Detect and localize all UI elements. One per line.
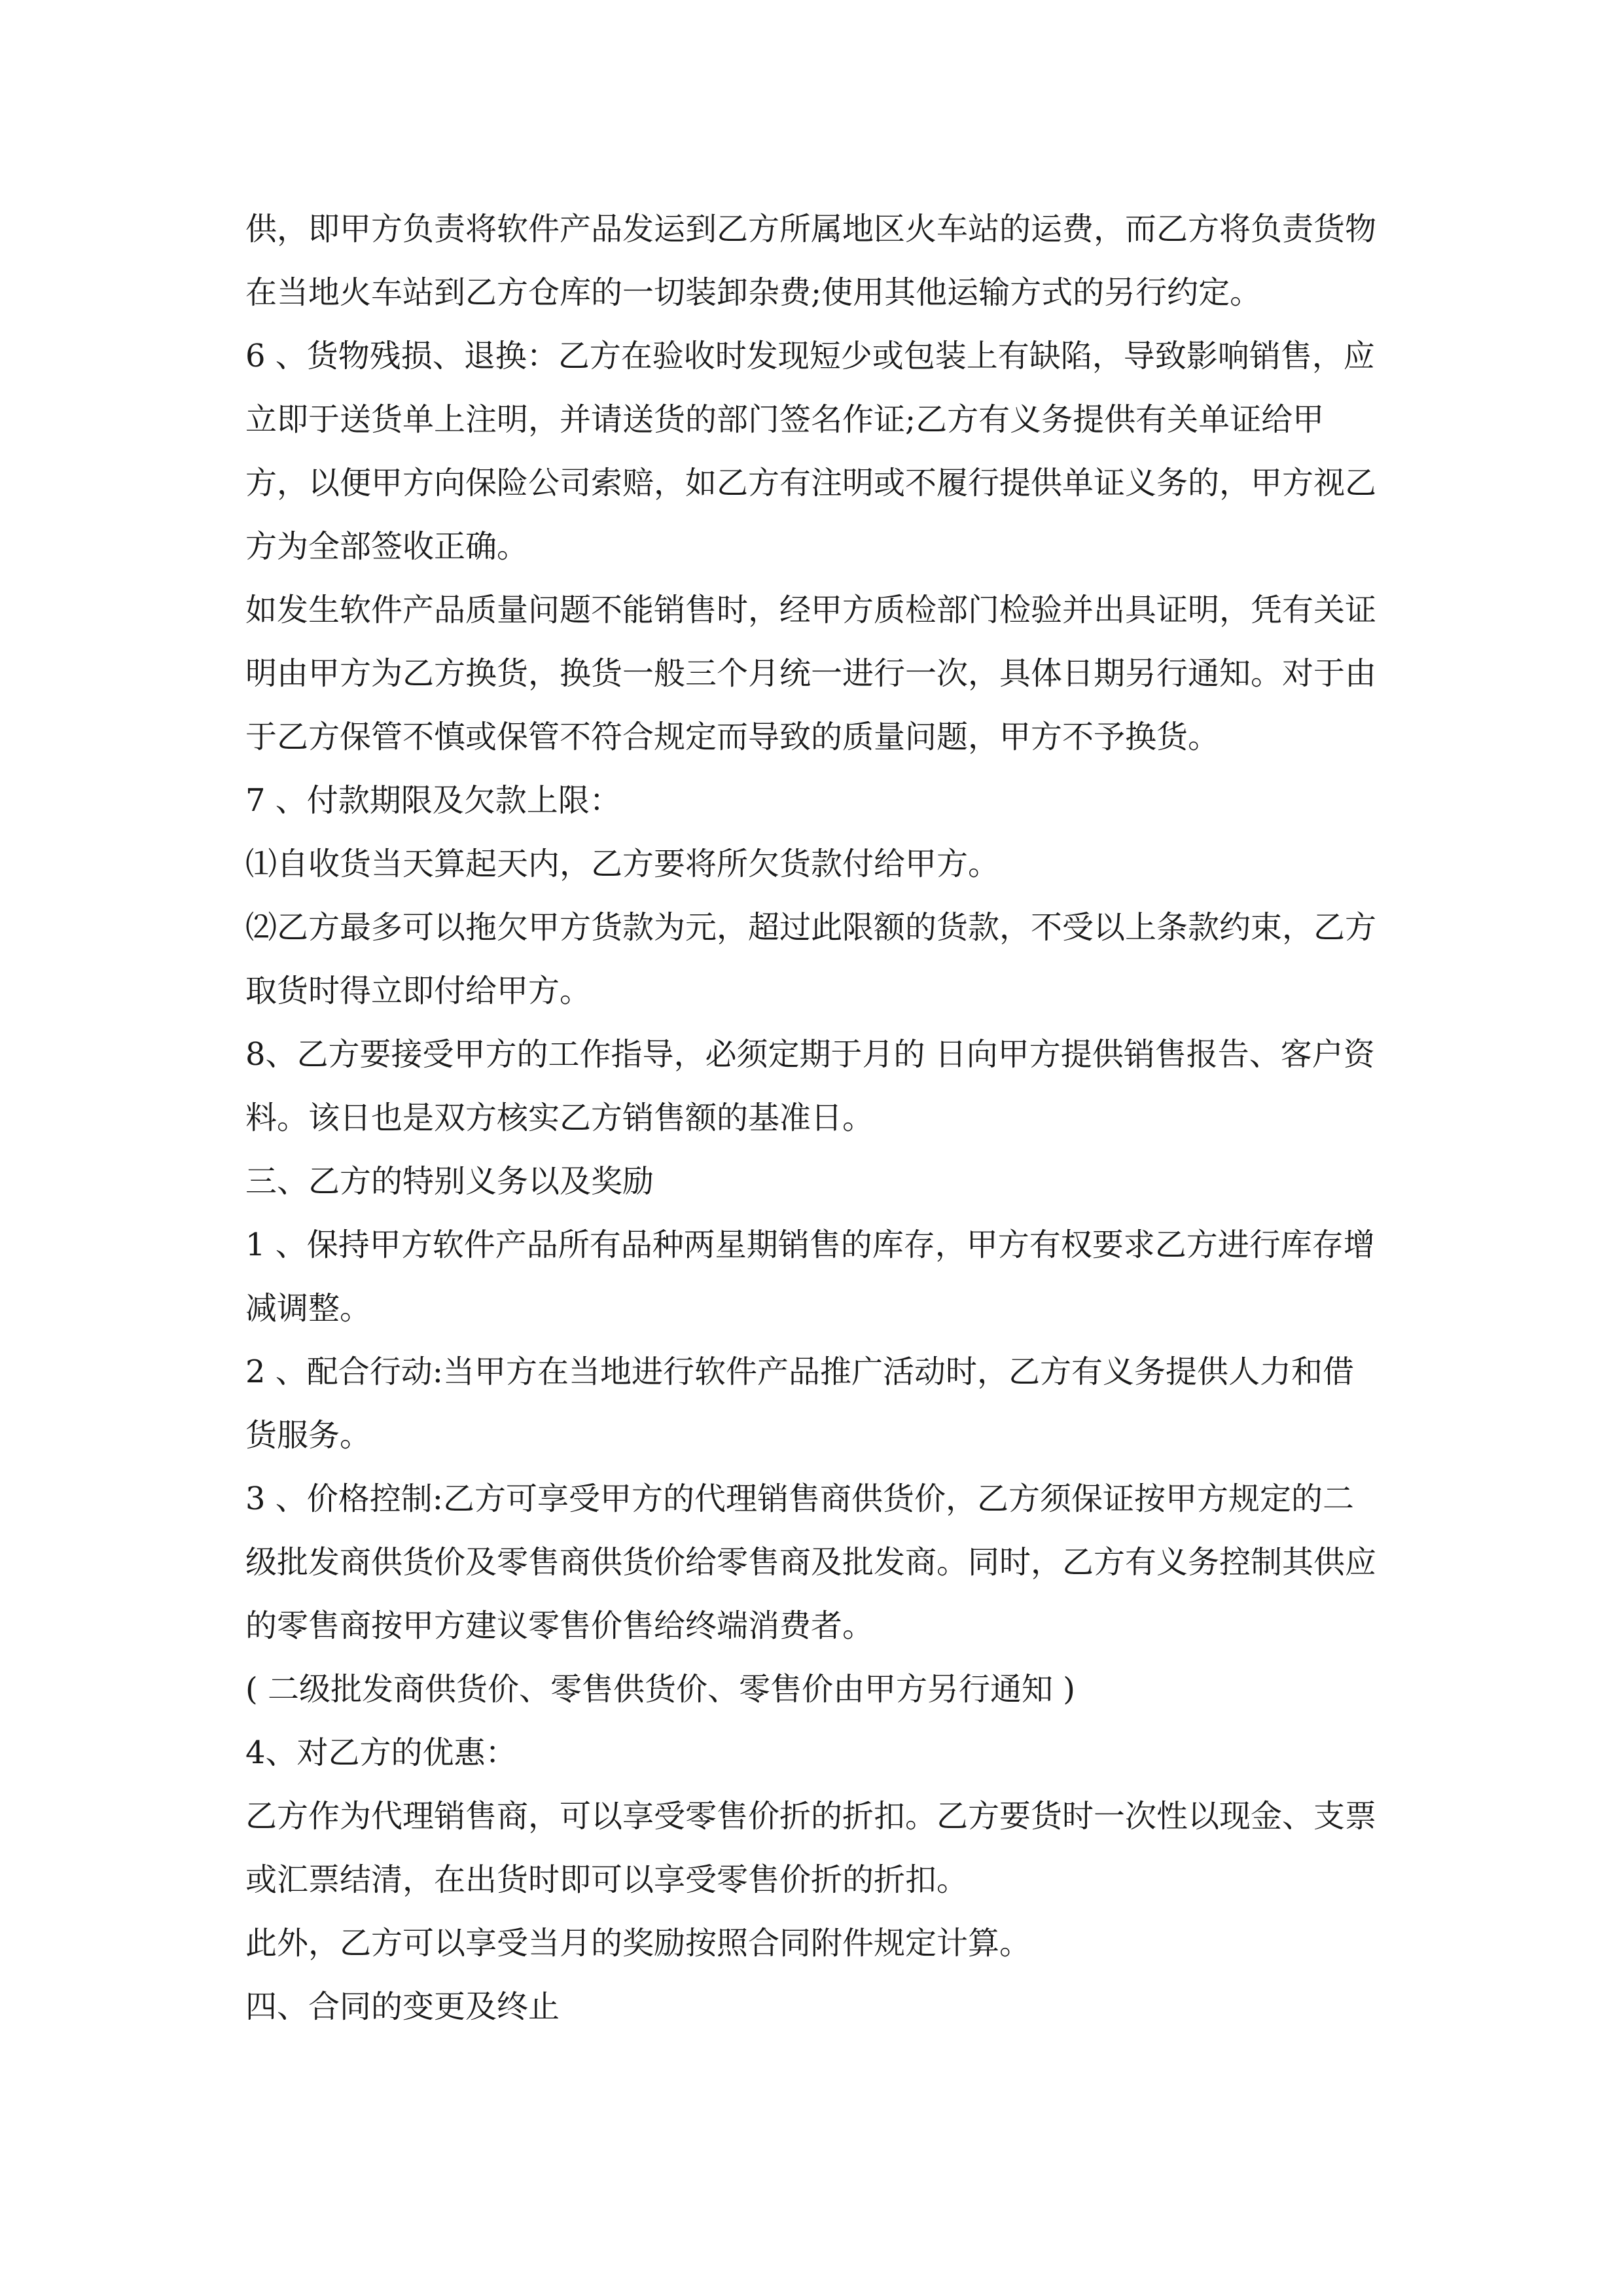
paragraph-inventory: 1 、保持甲方软件产品所有品种两星期销售的库存，甲方有权要求乙方进行库存增减调整。 — [245, 1227, 1375, 1327]
paragraph-payment-2: ⑵乙方最多可以拖欠甲方货款为元，超过此限额的货款，不受以上条款约束，乙方取货时得立即付给甲方。 — [245, 909, 1377, 1009]
paragraph-reward: 此外，乙方可以享受当月的奖励按照合同附件规定计算。 — [245, 1925, 1031, 1962]
paragraph-quality-exchange: 如发生软件产品质量问题不能销售时，经甲方质检部门检验并出具证明，凭有关证明由甲方为乙方换货，换货一般三个月统一进行一次，具体日期另行通知。对于由于乙方保管不慎或保管不符合规定而导致的质量问题，甲方不予换货。 — [245, 592, 1377, 755]
paragraph-discount-details: 乙方作为代理销售商，可以享受零售价折的折扣。乙方要货时一次性以现金、支票或汇票结清，在出货时即可以享受零售价折的折扣。 — [245, 1798, 1377, 1898]
heading-payment-terms: 7 、付款期限及欠款上限： — [245, 782, 621, 819]
paragraph-price-note: ( 二级批发商供货价、零售供货价、零售价由甲方另行通知 ) — [245, 1671, 1075, 1708]
paragraph-shipping-cost: 供，即甲方负责将软件产品发运到乙方所属地区火车站的运费，而乙方将负责货物在当地火车站到乙方仓库的一切装卸杂费;使用其他运输方式的另行约定。 — [245, 211, 1377, 311]
paragraph-damage-return: 6 、货物残损、退换：乙方在验收时发现短少或包装上有缺陷，导致影响销售，应立即于送货单上注明，并请送货的部门签名作证;乙方有义务提供有关单证给甲方，以便甲方向保险公司索赔，如乙方有注明或不履行提供单证义务的，甲方视乙方为全部签收正确。 — [245, 338, 1377, 565]
paragraph-payment-1: ⑴自收货当天算起天内，乙方要将所欠货款付给甲方。 — [245, 846, 1000, 882]
section-heading-3: 三、乙方的特别义务以及奖励 — [245, 1163, 654, 1200]
paragraph-sales-report: 8、乙方要接受甲方的工作指导，必须定期于月的 日向甲方提供销售报告、客户资料。该日也是双方核实乙方销售额的基准日。 — [245, 1036, 1375, 1136]
paragraph-promotion: 2 、配合行动:当甲方在当地进行软件产品推广活动时，乙方有义务提供人力和借货服务。 — [245, 1354, 1354, 1454]
paragraph-price-control: 3 、价格控制:乙方可享受甲方的代理销售商供货价，乙方须保证按甲方规定的二级批发商供货价及零售商供货价给零售商及批发商。同时，乙方有义务控制其供应的零售商按甲方建议零售价售给终端消费者。 — [245, 1480, 1377, 1644]
section-heading-4: 四、合同的变更及终止 — [245, 1988, 560, 2025]
heading-discount: 4、对乙方的优惠： — [245, 1734, 517, 1771]
document-body — [245, 198, 1384, 2039]
